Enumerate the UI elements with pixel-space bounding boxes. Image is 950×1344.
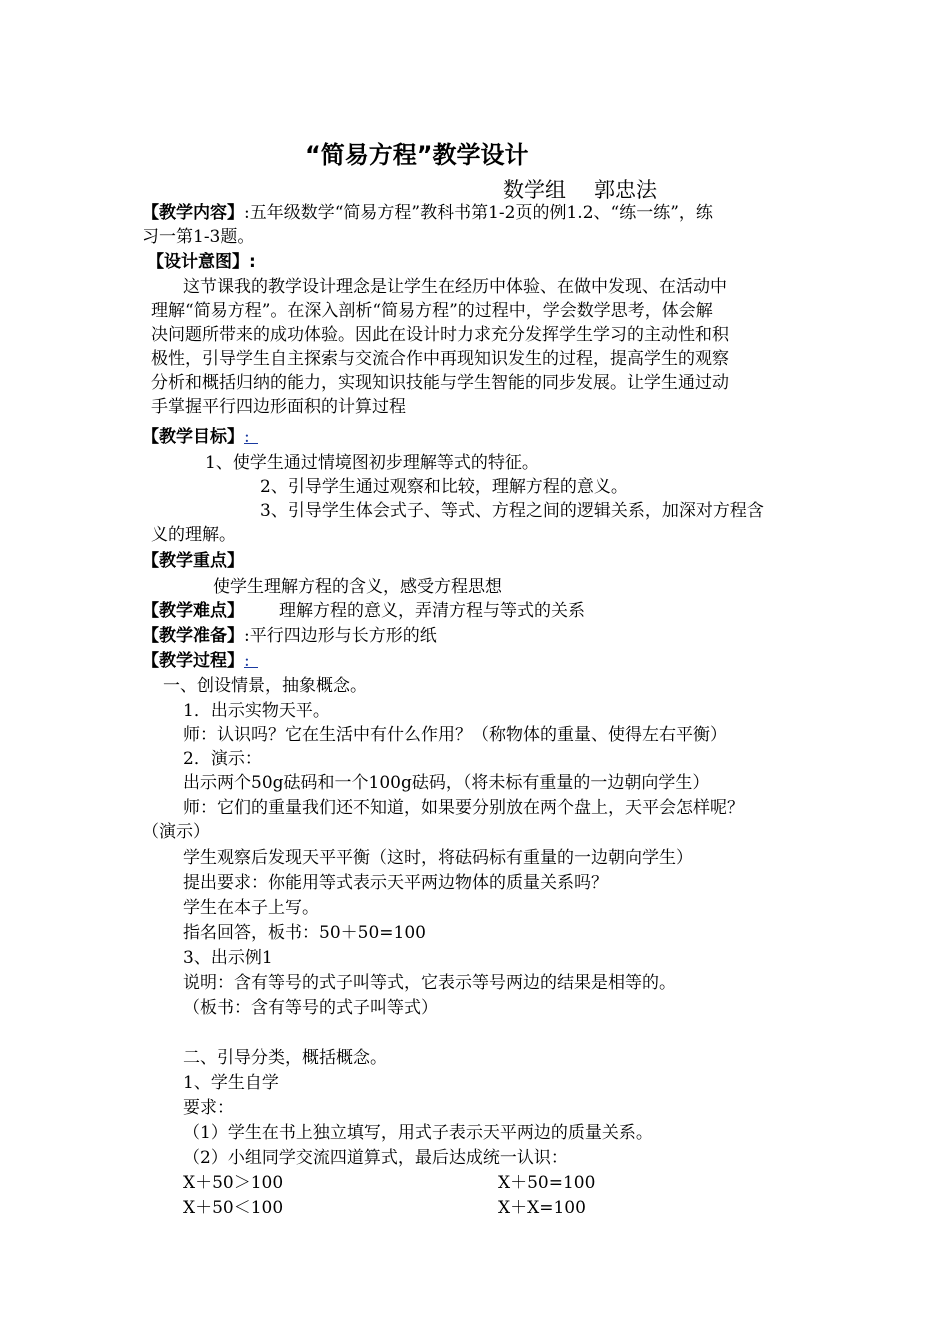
- process-line: 3、出示例1: [183, 948, 273, 968]
- process-line: 师：它们的重量我们还不知道，如果要分别放在两个盘上，天平会怎样呢？: [183, 798, 744, 818]
- process-colon: :: [244, 649, 258, 668]
- intent-line-2: 理解“简易方程”。在深入剖析“简易方程”的过程中，学会数学思考，体会解: [151, 301, 713, 321]
- goal-1: 1、使学生通过情境图初步理解等式的特征。: [205, 453, 539, 473]
- content-text-cont: 习一第1-3题。: [142, 227, 255, 247]
- equation: X＋50=100: [498, 1173, 596, 1193]
- goal-3-cont: 义的理解。: [151, 525, 236, 545]
- prep-text: :平行四边形与长方形的纸: [244, 626, 437, 646]
- process-line: 要求：: [183, 1098, 234, 1118]
- intent-line-6: 手掌握平行四边形面积的计算过程: [151, 397, 406, 417]
- process-line: 出示两个50g砝码和一个100g砝码，（将未标有重量的一边朝向学生）: [183, 773, 710, 793]
- goals-heading: [142, 425, 258, 449]
- content-text: :五年级数学“简易方程”教科书第1-2页的例1.2、“练一练”，练: [244, 203, 713, 223]
- document-title: “简易方程”教学设计: [305, 141, 529, 169]
- goals-label: 【教学目标】: [142, 427, 244, 447]
- intent-line-4: 极性，引导学生自主探索与交流合作中再现知识发生的过程，提高学生的观察: [151, 349, 729, 369]
- intent-heading: [147, 250, 256, 274]
- content-label: 【教学内容】: [142, 203, 244, 223]
- process-line: 一、创设情景，抽象概念。: [163, 676, 367, 696]
- process-heading: [142, 649, 258, 673]
- author-name: 郭忠法: [594, 178, 657, 202]
- process-line: （演示）: [142, 822, 210, 842]
- intent-line-3: 决问题所带来的成功体验。因此在设计时力求充分发挥学生学习的主动性和积: [151, 325, 729, 345]
- process-line: （1）学生在书上独立填写，用式子表示天平两边的质量关系。: [183, 1123, 653, 1143]
- process-label: 【教学过程】: [142, 651, 244, 671]
- process-line: 学生观察后发现天平平衡（这时，将砝码标有重量的一边朝向学生）: [183, 848, 693, 868]
- goals-colon: :: [244, 425, 258, 444]
- prep-section: [142, 624, 437, 648]
- equation: X＋50＜100: [183, 1198, 284, 1218]
- equation: X＋50＞100: [183, 1173, 284, 1193]
- difficulty-section: [142, 599, 244, 623]
- author-group: 数学组: [503, 178, 566, 202]
- intent-colon: :: [249, 252, 256, 272]
- difficulty-text: 理解方程的意义，弄清方程与等式的关系: [279, 601, 585, 621]
- goal-2: 2、引导学生通过观察和比较，理解方程的意义。: [260, 477, 628, 497]
- process-line: 提出要求：你能用等式表示天平两边物体的质量关系吗？: [183, 873, 608, 893]
- difficulty-label: 【教学难点】: [142, 601, 244, 621]
- process-line: 2．演示：: [183, 749, 262, 769]
- process-line: （2）小组同学交流四道算式，最后达成统一认识：: [183, 1148, 568, 1168]
- process-line: （板书：含有等号的式子叫等式）: [183, 998, 438, 1018]
- equation: X＋X=100: [498, 1198, 586, 1218]
- process-line: 指名回答，板书：50＋50=100: [183, 923, 426, 943]
- process-line: 说明：含有等号的式子叫等式，它表示等号两边的结果是相等的。: [183, 973, 676, 993]
- process-line: 二、引导分类，概括概念。: [183, 1048, 387, 1068]
- focus-text: 使学生理解方程的含义，感受方程思想: [213, 577, 502, 597]
- intent-line-1: 这节课我的教学设计理念是让学生在经历中体验、在做中发现、在活动中: [183, 277, 727, 297]
- goal-3: 3、引导学生体会式子、等式、方程之间的逻辑关系，加深对方程含: [260, 501, 764, 521]
- process-line: 师：认识吗？它在生活中有什么作用？（称物体的重量、使得左右平衡）: [183, 725, 727, 745]
- intent-label: 【设计意图】: [147, 252, 249, 272]
- process-line: 1、学生自学: [183, 1073, 279, 1093]
- process-line: 1．出示实物天平。: [183, 701, 330, 721]
- process-line: 学生在本子上写。: [183, 898, 319, 918]
- intent-line-5: 分析和概括归纳的能力，实现知识技能与学生智能的同步发展。让学生通过动: [151, 373, 729, 393]
- content-section: [142, 201, 713, 225]
- focus-label: 【教学重点】: [142, 551, 244, 571]
- prep-label: 【教学准备】: [142, 626, 244, 646]
- author-line: [503, 174, 657, 204]
